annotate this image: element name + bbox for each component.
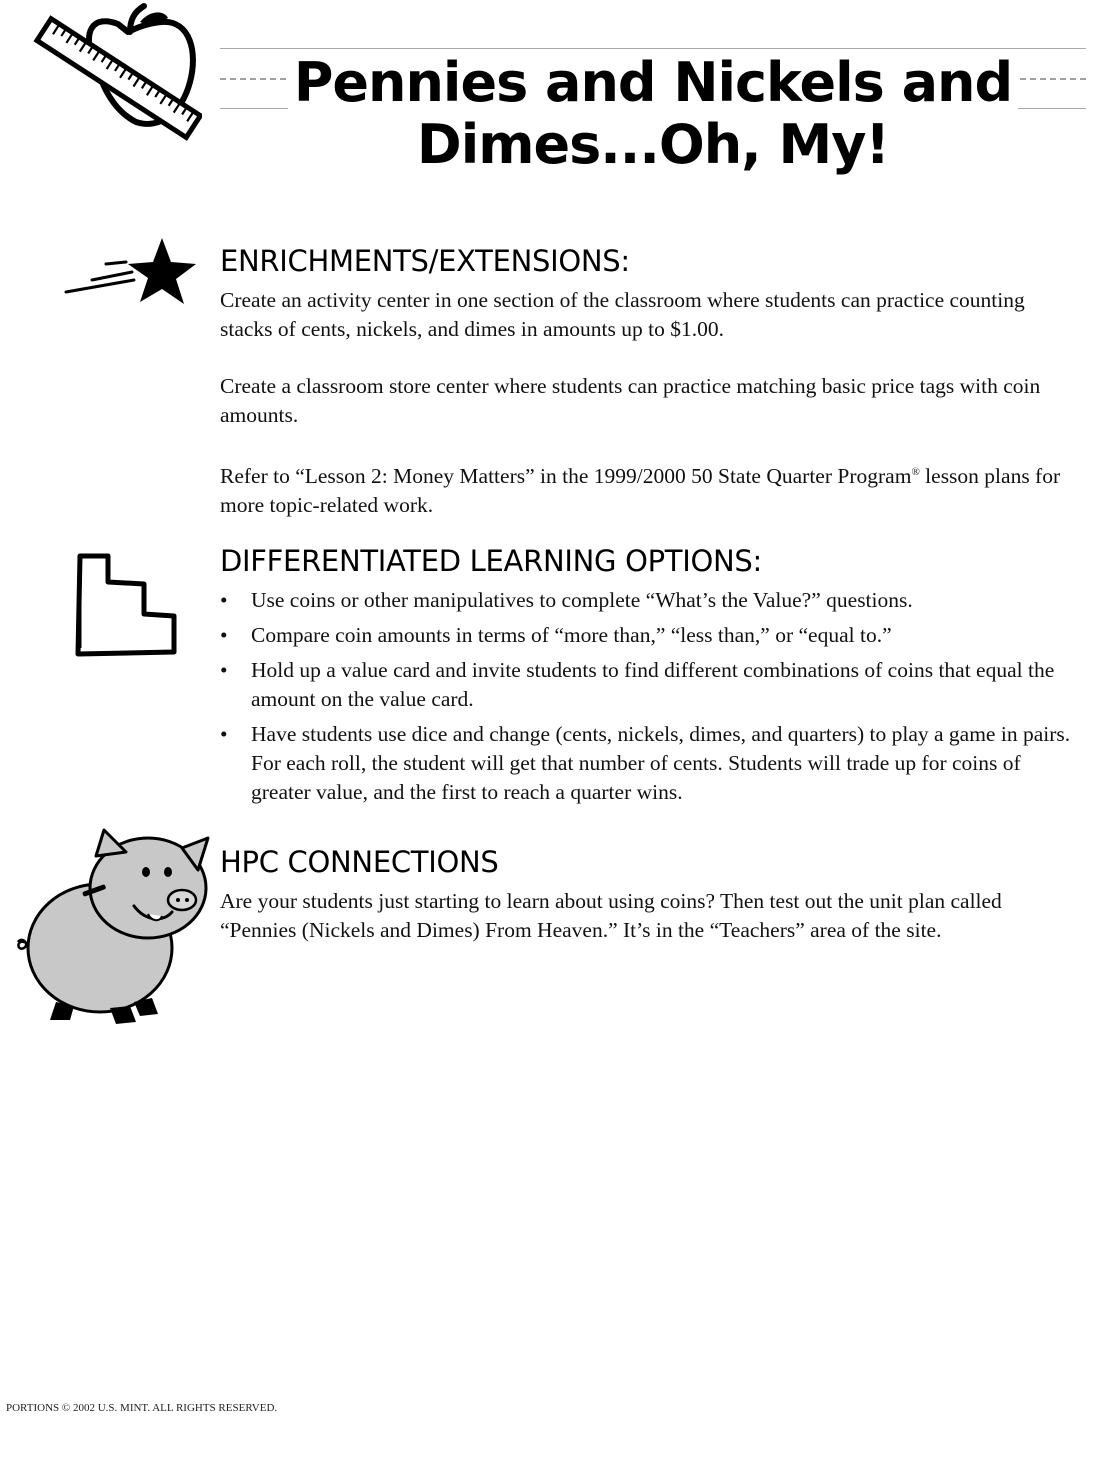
- enrichments-paragraph-1: Create an activity center in one section of the classroom where students can practice counting stacks of cents, nickels, and dimes in amounts up to $1.00.: [220, 288, 1025, 341]
- registered-mark: ®: [911, 466, 920, 478]
- title-line-2: Dimes...Oh, My!: [416, 113, 890, 176]
- stairs-icon: [72, 548, 180, 660]
- enrichments-paragraph-2: Create a classroom store center where students can practice matching basic price tags with coin amounts.: [220, 374, 1041, 427]
- enrichments-paragraph-3: Refer to “Lesson 2: Money Matters” in the 1999/2000 50 State Quarter Program® lesson plans for more topic-related work.: [220, 464, 1061, 518]
- list-item: • Use coins or other manipulatives to complete “What’s the Value?” questions.: [220, 588, 913, 612]
- piggy-bank-icon: [12, 826, 212, 1026]
- list-item: • Hold up a value card and invite students to find different combinations of coins that equal the amount on the value card.: [220, 658, 1055, 711]
- list-item: • Compare coin amounts in terms of “more than,” “less than,” or “equal to.”: [220, 623, 892, 647]
- title-rule-top: [220, 48, 1086, 49]
- hpc-paragraph: Are your students just starting to learn about using coins? Then test out the unit plan called “Pennies (Nickels and Dimes) From Heaven.” It’s in the “Teachers” area of the site.: [220, 889, 1002, 942]
- enrichments-heading: ENRICHMENTS/EXTENSIONS:: [220, 244, 630, 278]
- hpc-heading: HPC CONNECTIONS: [220, 845, 499, 879]
- differentiated-list: [220, 586, 1080, 813]
- apple-ruler-icon: [32, 2, 202, 152]
- list-item: • Have students use dice and change (cents, nickels, dimes, and quarters) to play a game in pairs. For each roll, the student will get that number of cents. Students will trade up for coins of greater value, and the first to reach a quarter wins.: [220, 722, 1071, 804]
- shooting-star-icon: [62, 234, 198, 308]
- copyright-footer: PORTIONS © 2002 U.S. MINT. ALL RIGHTS RESERVED.: [6, 1402, 278, 1414]
- differentiated-heading: DIFFERENTIATED LEARNING OPTIONS:: [220, 544, 762, 578]
- page-title: [220, 52, 1086, 176]
- title-line-1: Pennies and Nickels and: [288, 51, 1018, 114]
